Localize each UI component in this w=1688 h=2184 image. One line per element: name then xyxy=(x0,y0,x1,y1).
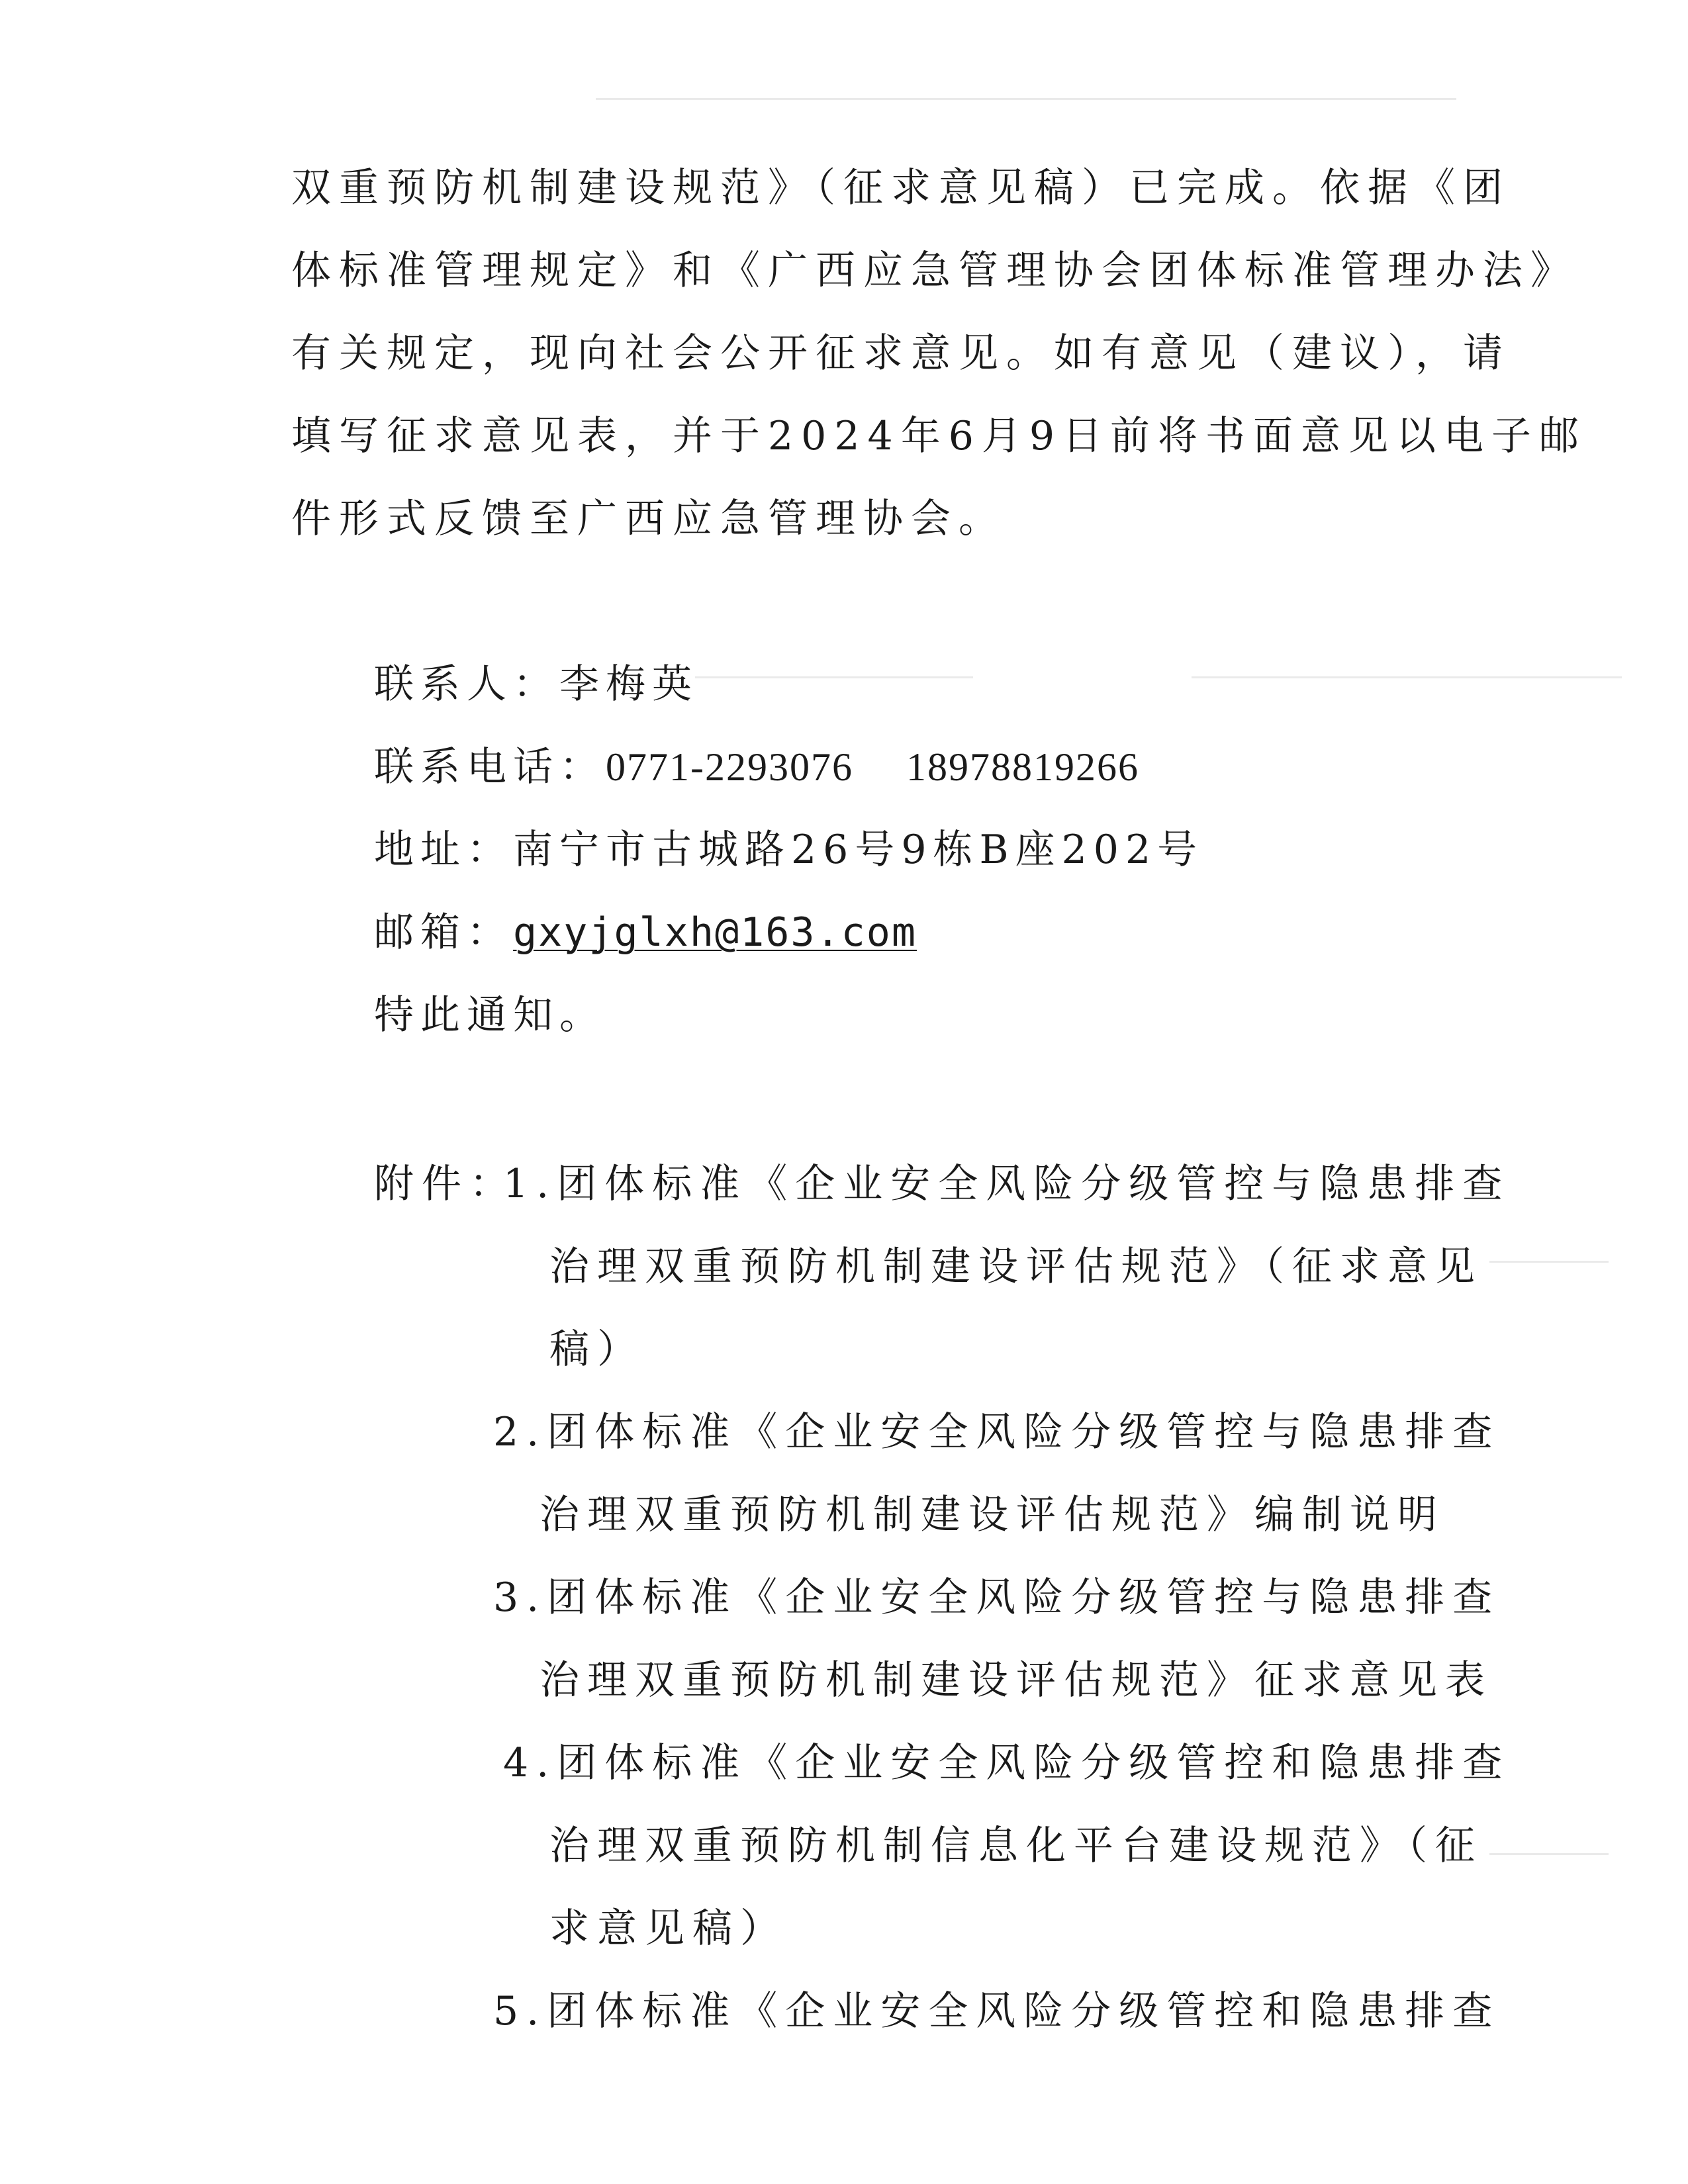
attachment-line: 治理双重预防机制建设评估规范》征求意见表 xyxy=(539,1657,1493,1704)
contact-address-label: 地址： xyxy=(374,827,513,873)
scan-artifact xyxy=(1489,1853,1609,1855)
attachment-line: 治理双重预防机制建设评估规范》编制说明 xyxy=(539,1492,1445,1538)
scan-artifact xyxy=(695,676,973,678)
attachment-line: 求意见稿） xyxy=(549,1905,788,1952)
scan-artifact xyxy=(1192,676,1622,678)
contact-person xyxy=(374,660,698,708)
body-line: 双重预防机制建设规范》（征求意见稿）已完成。依据《团 xyxy=(291,165,1511,211)
contact-email-link[interactable]: gxyjglxh@163.com xyxy=(513,909,917,956)
contact-phone xyxy=(374,743,1139,791)
contact-phone-label: 联系电话： xyxy=(374,744,606,790)
contact-phone-landline: 0771-2293076 xyxy=(606,745,853,789)
contact-person-label: 联系人： xyxy=(374,661,559,707)
contact-person-name: 李梅英 xyxy=(559,661,698,707)
attachments-label: 附件： xyxy=(374,1161,517,1207)
closing-text: 特此通知。 xyxy=(374,992,606,1038)
scan-artifact xyxy=(1489,1261,1609,1263)
body-line: 体标准管理规定》和《广西应急管理协会团体标准管理办法》 xyxy=(291,248,1578,294)
contact-email xyxy=(374,909,917,956)
attachment-line: 5.团体标准《企业安全风险分级管控和隐患排查 xyxy=(493,1988,1501,2034)
attachment-line: 2.团体标准《企业安全风险分级管控与隐患排查 xyxy=(493,1409,1501,1455)
contact-address xyxy=(374,826,1203,874)
body-line: 有关规定，现向社会公开征求意见。如有意见（建议），请 xyxy=(291,330,1511,377)
contact-email-label: 邮箱： xyxy=(374,909,513,956)
body-line: 填写征求意见表，并于2024年6月9日前将书面意见以电子邮 xyxy=(291,413,1587,459)
attachment-line: 4.团体标准《企业安全风险分级管控和隐患排查 xyxy=(503,1740,1511,1786)
body-line: 件形式反馈至广西应急管理协会。 xyxy=(291,496,1006,542)
contact-phone-mobile: 18978819266 xyxy=(906,745,1139,789)
attachment-line: 1.团体标准《企业安全风险分级管控与隐患排查 xyxy=(503,1161,1511,1207)
attachment-line: 稿） xyxy=(549,1326,645,1373)
scan-artifact xyxy=(596,98,1456,100)
attachment-line: 治理双重预防机制建设评估规范》（征求意见 xyxy=(549,1244,1483,1290)
contact-address-value: 南宁市古城路26号9栋B座202号 xyxy=(513,827,1204,873)
attachment-line: 治理双重预防机制信息化平台建设规范》（征 xyxy=(549,1823,1483,1869)
attachment-line: 3.团体标准《企业安全风险分级管控与隐患排查 xyxy=(493,1574,1501,1621)
